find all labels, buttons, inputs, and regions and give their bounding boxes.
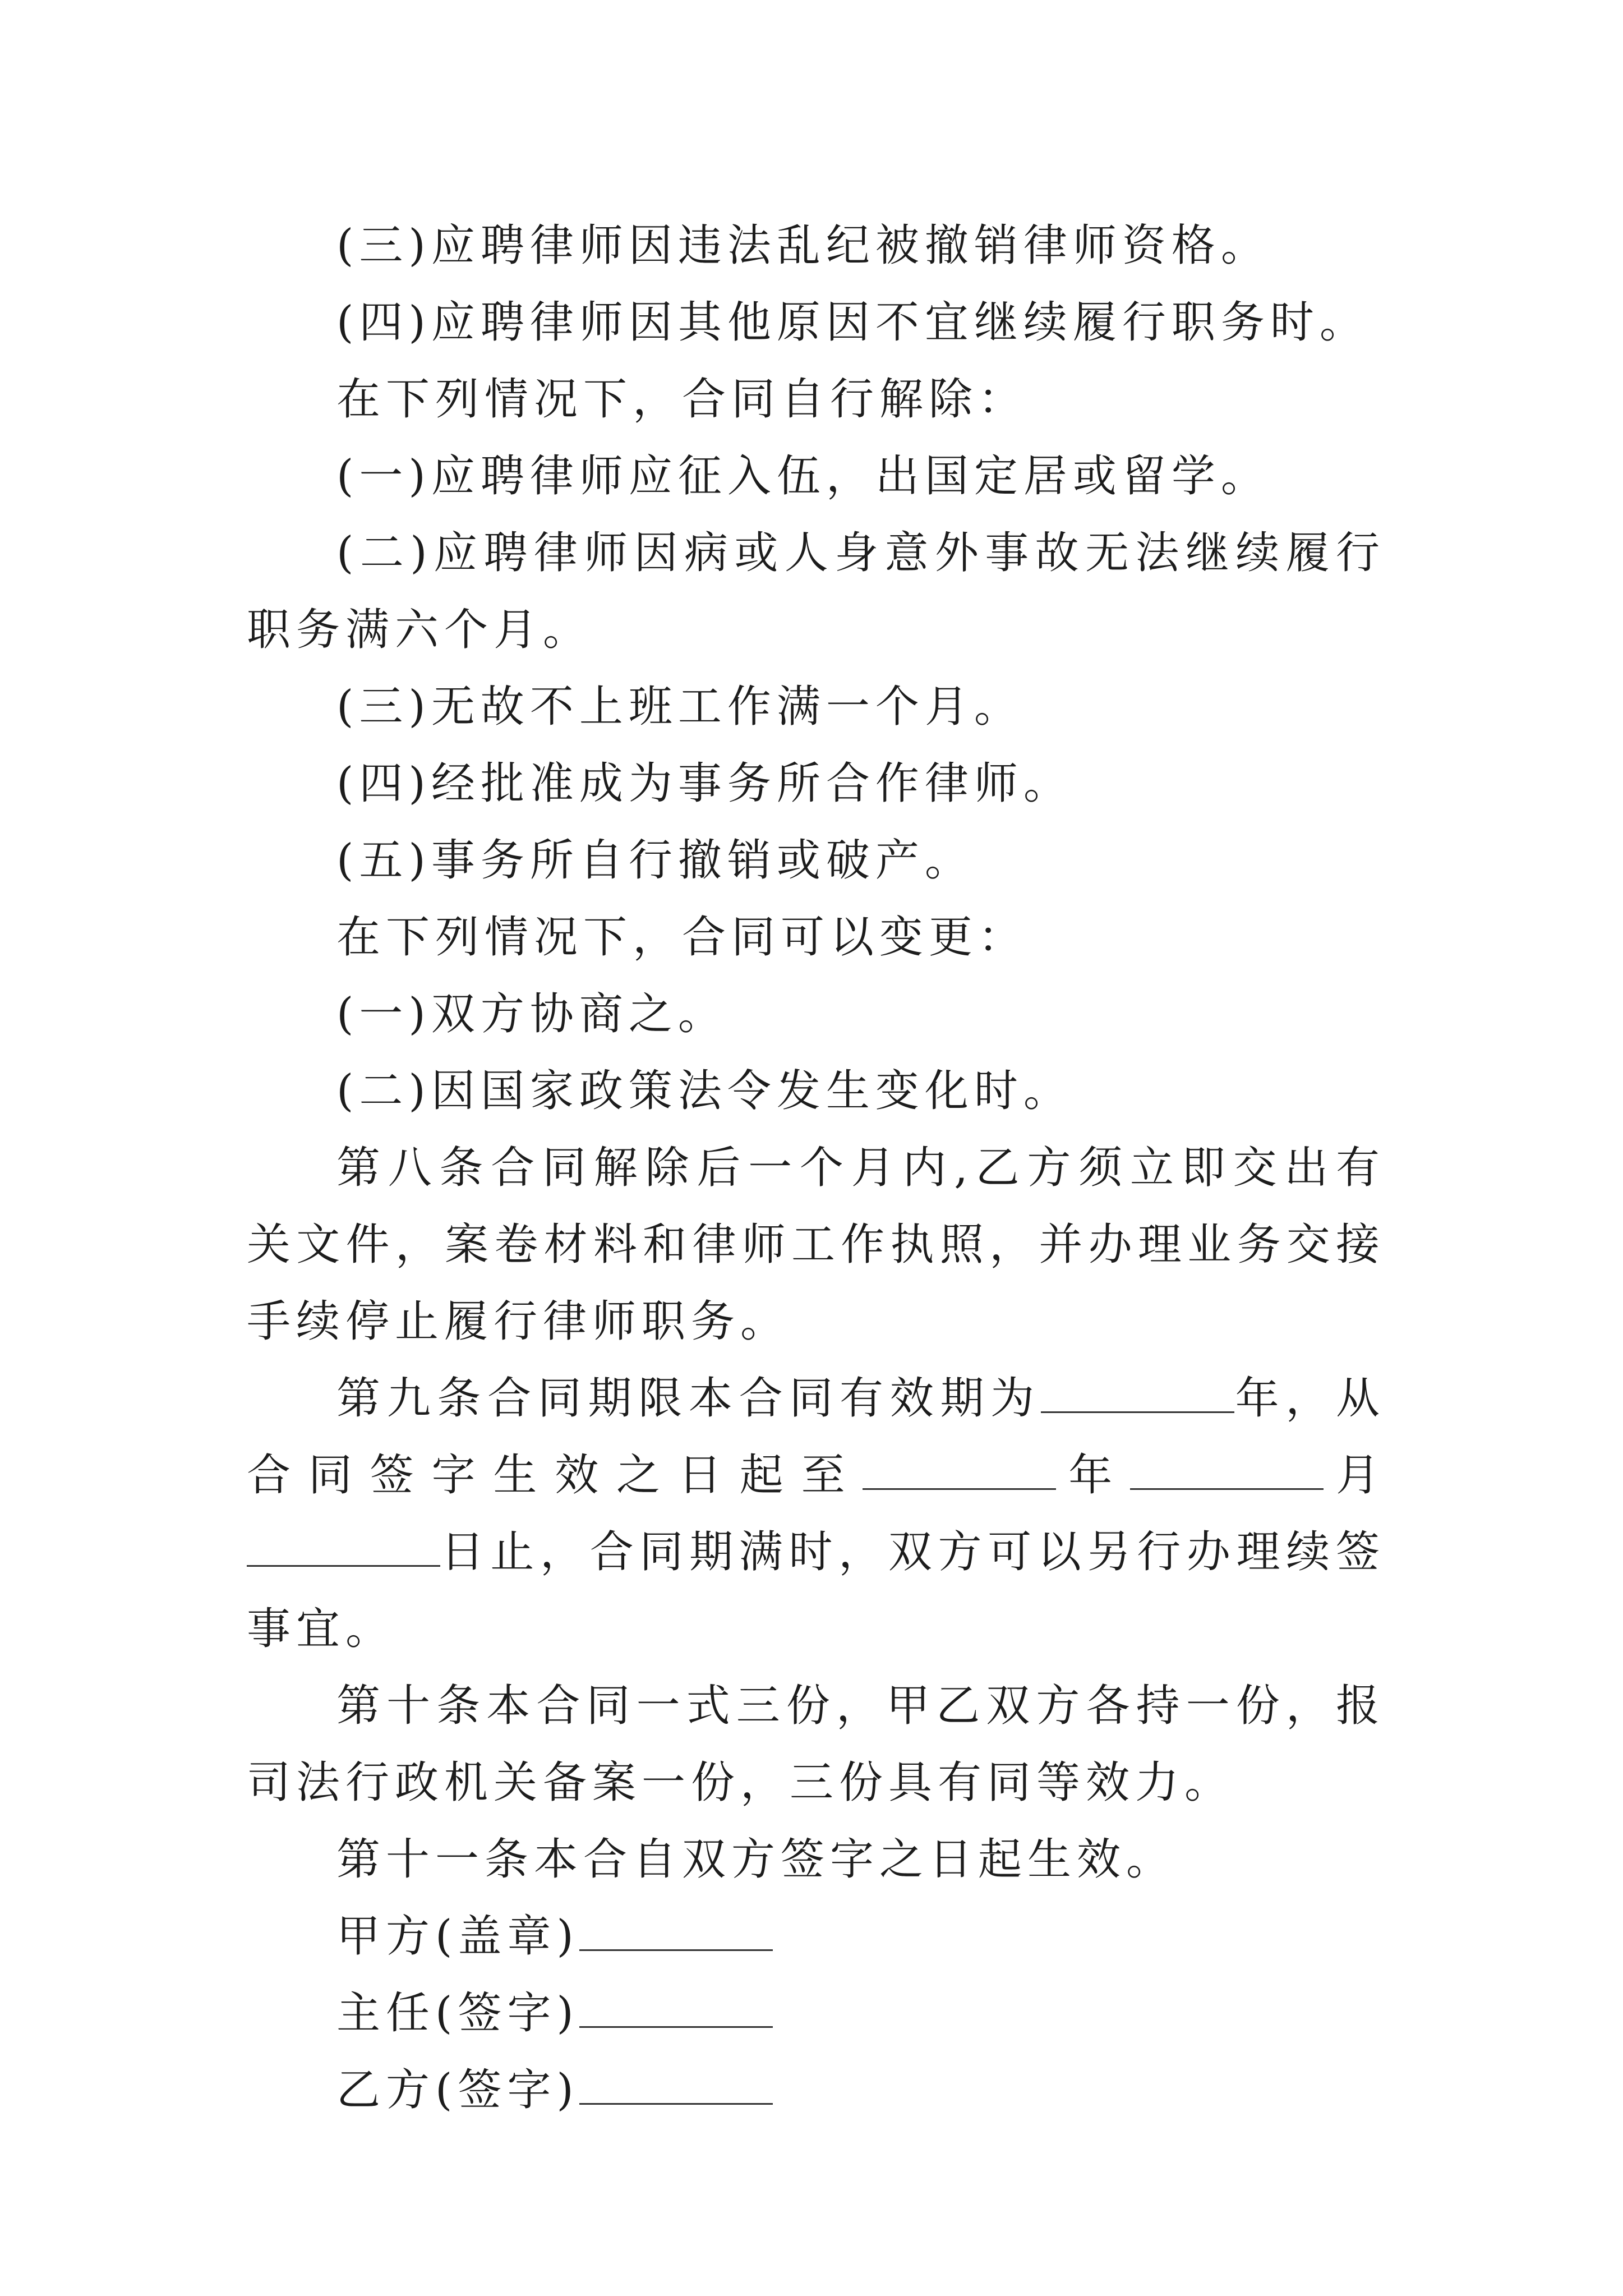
paragraph-revoked-qualification: (三)应聘律师因违法乱纪被撤销律师资格。: [336, 220, 1270, 271]
end-year-blank[interactable]: [863, 1449, 1056, 1490]
party-b-label: 乙方(签字): [336, 2065, 579, 2115]
party-b-signature-blank[interactable]: [579, 2064, 773, 2105]
paragraph-article-8: 第八条合同解除后一个月内,乙方须立即交出有关文件，案卷材料和律师工作执照，并办理业务交接手续停止履行律师职务。: [247, 1143, 1385, 1347]
article9-text-2: 年，从合同签字生效之日起至: [247, 1373, 1385, 1501]
signature-party-b: [247, 2052, 1385, 2129]
document-body: [247, 208, 1385, 2129]
years-blank[interactable]: [1041, 1372, 1234, 1413]
paragraph-enlistment-abroad: (一)应聘律师应征入伍，出国定居或留学。: [336, 451, 1270, 501]
article9-text-1: 第九条合同期限本合同有效期为: [336, 1373, 1041, 1424]
paragraph-illness-accident: (二)应聘律师因病或人身意外事故无法继续履行职务满六个月。: [247, 528, 1385, 655]
paragraph-policy-change: (二)因国家政策法令发生变化时。: [336, 1066, 1073, 1116]
signature-director: [247, 1975, 1385, 2052]
paragraph-firm-dissolution: (五)事务所自行撤销或破产。: [336, 835, 974, 886]
paragraph-other-reasons: (四)应聘律师因其他原因不宜继续履行职务时。: [336, 297, 1369, 348]
article9-text-3: 年: [1056, 1450, 1131, 1501]
paragraph-absence: (三)无故不上班工作满一个月。: [336, 682, 1023, 732]
party-a-label: 甲方(盖章): [336, 1911, 579, 1962]
paragraph-article-11: 第十一条本合自双方签字之日起生效。: [336, 1834, 1176, 1885]
party-a-signature-blank[interactable]: [579, 1910, 773, 1951]
paragraph-article-10: 第十条本合同一式三份，甲乙双方各持一份，报司法行政机关备案一份，三份具有同等效力。: [247, 1681, 1385, 1808]
article9-text-4: 月: [1324, 1450, 1385, 1501]
director-label: 主任(签字): [336, 1988, 579, 2039]
paragraph-auto-termination-intro: 在下列情况下，合同自行解除：: [336, 374, 1028, 425]
article9-text-5: 日止，合同期满时，双方可以另行办理续签事宜。: [247, 1527, 1385, 1654]
director-signature-blank[interactable]: [579, 1987, 773, 2028]
paragraph-mutual-agreement: (一)双方协商之。: [336, 989, 727, 1039]
signature-party-a: [247, 1898, 1385, 1975]
end-day-blank[interactable]: [247, 1526, 440, 1567]
paragraph-article-9: [247, 1360, 1385, 1668]
end-month-blank[interactable]: [1130, 1449, 1324, 1490]
paragraph-partner-approval: (四)经批准成为事务所合作律师。: [336, 758, 1073, 809]
paragraph-change-intro: 在下列情况下，合同可以变更：: [336, 912, 1028, 963]
